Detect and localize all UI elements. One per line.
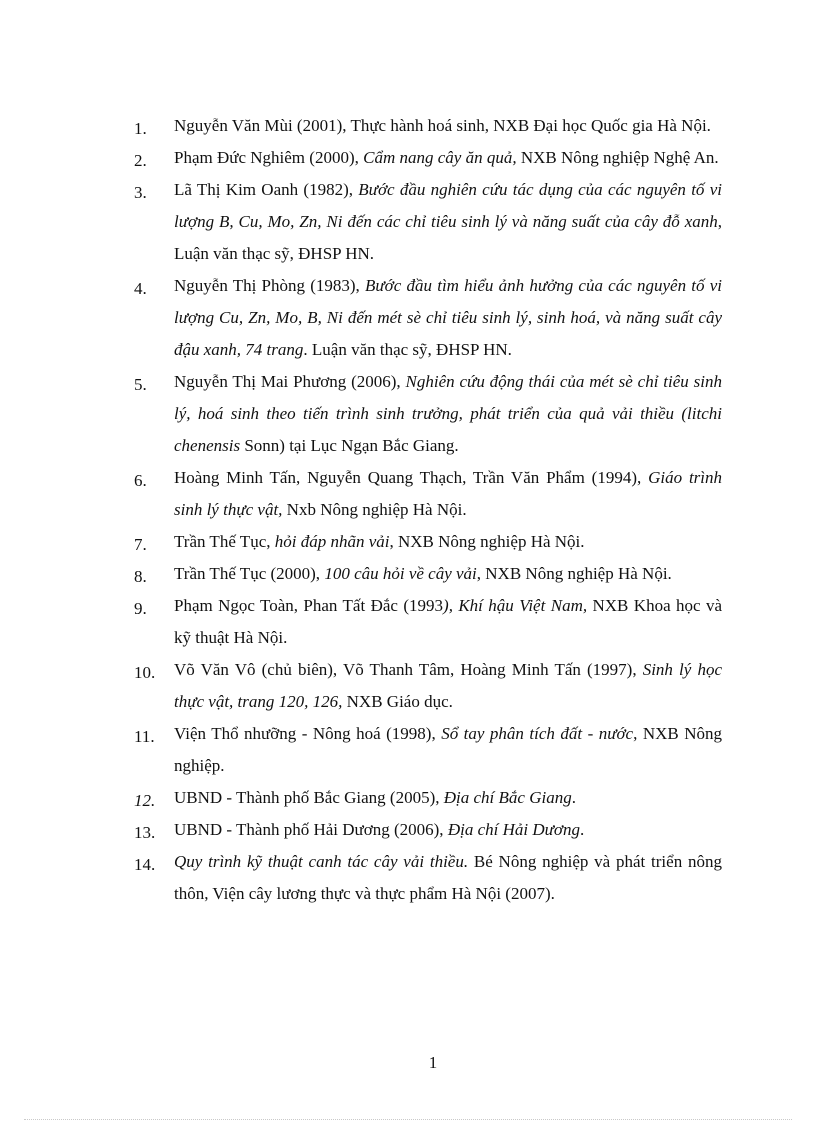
reference-segment: UBND - Thành phố Hải Dương (2006),	[174, 820, 448, 839]
reference-title: Bước đầu nghiên cứu tác dụng của các nguyên tố vi lượng B, Cu, Mo, Zn, Ni đến các chỉ tiêu sinh lý và năng suất của cây đỗ xanh	[174, 180, 722, 231]
reference-item	[134, 814, 722, 846]
reference-item	[134, 366, 722, 462]
reference-text	[174, 814, 722, 846]
reference-item	[134, 590, 722, 654]
reference-number: 5.	[134, 375, 147, 394]
reference-segment: Võ Văn Vô (chủ biên), Võ Thanh Tâm, Hoàng Minh Tấn (1997),	[174, 660, 643, 679]
reference-title: Quy trình kỹ thuật canh tác cây vải thiều.	[174, 852, 469, 871]
reference-segment: Viện Thổ nhưỡng - Nông hoá (1998),	[174, 724, 442, 743]
reference-segment: , NXB Nông nghiệp Hà Nội.	[389, 532, 585, 551]
reference-segment: Phạm Đức Nghiêm (2000),	[174, 148, 364, 167]
reference-item	[134, 174, 722, 270]
reference-number: 12.	[134, 791, 156, 810]
reference-number: 6.	[134, 471, 147, 490]
reference-number: 7.	[134, 535, 147, 554]
reference-segment: NXB Khoa học và kỹ thuật Hà Nội.	[174, 596, 723, 647]
reference-number: 13.	[134, 823, 156, 842]
reference-segment: Hoàng Minh Tấn, Nguyễn Quang Thạch, Trần Văn Phẩm (1994),	[174, 468, 649, 487]
reference-text	[174, 558, 722, 590]
reference-segment: Bé Nông nghiệp và phát triển nông thôn, Viện cây lương thực và thực phẩm Hà Nội (2007).	[174, 852, 722, 903]
reference-item	[134, 110, 722, 142]
reference-text	[174, 462, 722, 526]
reference-text	[174, 718, 722, 782]
reference-item	[134, 526, 722, 558]
reference-text	[174, 110, 722, 142]
reference-number: 4.	[134, 279, 147, 298]
reference-segment: Nxb Nông nghiệp Hà Nội.	[282, 500, 467, 519]
reference-segment: Lã Thị Kim Oanh (1982),	[174, 180, 359, 199]
reference-text	[174, 366, 722, 462]
reference-title: Cẩm nang cây ăn quả,	[363, 148, 517, 167]
reference-text	[174, 590, 722, 654]
reference-number: 3.	[134, 183, 147, 202]
reference-number: 2.	[134, 151, 147, 170]
reference-number: 11.	[134, 727, 155, 746]
reference-title: Sổ tay phân tích đất - nước	[441, 724, 634, 743]
reference-title: Địa chí Bắc Giang	[443, 788, 572, 807]
reference-segment: . Luận văn thạc sỹ, ĐHSP HN.	[303, 340, 512, 359]
reference-number: 10.	[134, 663, 156, 682]
reference-text	[174, 654, 722, 718]
page-number: 1	[428, 1053, 438, 1072]
reference-title: Bước đầu tìm hiểu ảnh hưởng của các nguyên tố vi lượng Cu, Zn, Mo, B, Ni đến mét sè chỉ tiêu sinh lý, sinh hoá, và năng suất cây đậu xanh, 74 trang	[174, 276, 722, 359]
reference-segment: Nguyễn Văn Mùi (2001), Thực hành hoá sinh, NXB Đại học Quốc gia Hà Nội.	[174, 116, 711, 135]
reference-segment: Phạm Ngọc Toàn, Phan Tất Đắc (1993	[174, 596, 444, 615]
page-bottom-divider	[24, 1119, 792, 1120]
reference-segment: NXB Giáo dục.	[342, 692, 453, 711]
reference-item	[134, 270, 722, 366]
reference-text	[174, 846, 722, 910]
reference-segment: Trần Thế Tục (2000),	[174, 564, 325, 583]
reference-text	[174, 782, 722, 814]
reference-item	[134, 718, 722, 782]
reference-segment: , NXB Nông nghiệp Hà Nội.	[476, 564, 672, 583]
reference-number: 1.	[134, 119, 147, 138]
reference-segment: UBND - Thành phố Bắc Giang (2005),	[174, 788, 444, 807]
reference-segment: Trần Thế Tục,	[174, 532, 275, 551]
reference-segment: , NXB Nông nghiệp.	[174, 724, 722, 775]
reference-segment: Nguyễn Thị Phòng (1983),	[174, 276, 366, 295]
reference-number: 9.	[134, 599, 147, 618]
reference-item	[134, 782, 722, 814]
reference-title: 100 câu hỏi về cây vải	[324, 564, 477, 583]
reference-text	[174, 526, 722, 558]
reference-item	[134, 846, 722, 910]
reference-segment: NXB Nông nghiệp Nghệ An.	[516, 148, 719, 167]
reference-text	[174, 142, 722, 174]
reference-segment: .	[571, 788, 576, 807]
reference-item	[134, 654, 722, 718]
reference-text	[174, 270, 722, 366]
reference-segment: .	[579, 820, 585, 839]
reference-segment: Nguyễn Thị Mai Phương (2006),	[174, 372, 406, 391]
reference-number: 8.	[134, 567, 147, 586]
reference-title: hỏi đáp nhãn vải	[274, 532, 390, 551]
reference-title: Sinh lý học thực vật, trang 120, 126,	[174, 660, 722, 711]
reference-title: ), Khí hậu Việt Nam,	[443, 596, 588, 615]
reference-title: Địa chí Hải Dương	[447, 820, 580, 839]
reference-item	[134, 142, 722, 174]
reference-segment: , Luận văn thạc sỹ, ĐHSP HN.	[174, 212, 722, 263]
reference-segment: Sonn) tại Lục Ngạn Bắc Giang.	[244, 436, 459, 455]
reference-item	[134, 558, 722, 590]
reference-number: 14.	[134, 855, 156, 874]
reference-list	[134, 110, 722, 910]
reference-title: Nghiên cứu động thái của mét sè chỉ tiêu sinh lý, hoá sinh theo tiến trình sinh trưởng, phát triển của quả vải thiều (litchi chenensis	[174, 372, 722, 455]
reference-item	[134, 462, 722, 526]
reference-text	[174, 174, 722, 270]
reference-title: Giáo trình sinh lý thực vật,	[174, 468, 723, 519]
